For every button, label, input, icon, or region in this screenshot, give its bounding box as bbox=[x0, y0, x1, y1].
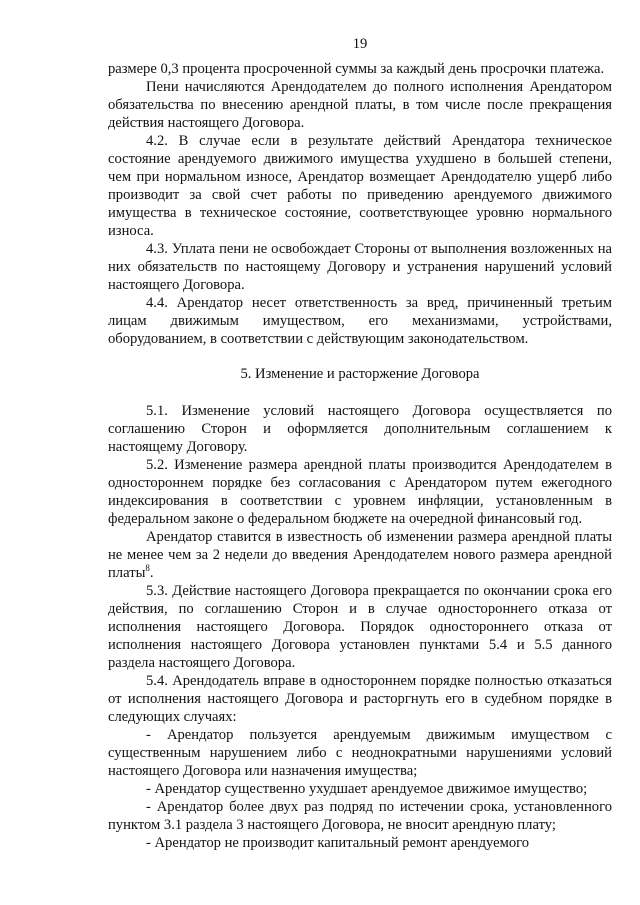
footnote-mark: 8 bbox=[145, 563, 150, 573]
paragraph-penalty-accrual: Пени начисляются Арендодателем до полного исполнения Арендатором обязательства по внесению арендной платы, в том числе после прекращения действия настоящего Договора. bbox=[108, 79, 612, 131]
paragraph-4-2: 4.2. В случае если в результате действий Арендатора техническое состояние арендуемого движимого имущества ухудшено в большей степени, чем при нормальном износе, Арендатор возмещает Арендодателю ущерб либо производит за свой счет работы по приведению арендуемого движимого имущества в техническое состояние, соответствующее уровню нормального износа. bbox=[108, 133, 612, 239]
page-number: 19 bbox=[352, 36, 368, 52]
list-item-no-repair: - Арендатор не производит капитальный ремонт арендуемого bbox=[146, 835, 530, 851]
paragraph-penalty-rate: размере 0,3 процента просроченной суммы за каждый день просрочки платежа. bbox=[108, 61, 605, 77]
section-title: 5. Изменение и расторжение Договора bbox=[240, 366, 480, 382]
document-page bbox=[108, 34, 612, 852]
paragraph-rent-notice bbox=[108, 528, 612, 582]
paragraph-4-4: 4.4. Арендатор несет ответственность за вред, причиненный третьим лицам движимым имуществом, его механизмами, устройствами, оборудованием, в соответствии с действующим законодательством. bbox=[108, 295, 612, 347]
paragraph-5-4: 5.4. Арендодатель вправе в одностороннем порядке полностью отказаться от исполнения настоящего Договора и расторгнуть его в судебном порядке в следующих случаях: bbox=[108, 673, 612, 725]
paragraph-4-3: 4.3. Уплата пени не освобождает Стороны от выполнения возложенных на них обязательств по настоящему Договору и устранения нарушений условий настоящего Договора. bbox=[108, 241, 612, 293]
list-item-misuse: - Арендатор пользуется арендуемым движимым имуществом с существенным нарушением либо с неоднократными нарушениями условий настоящего Договора или назначения имущества; bbox=[108, 727, 612, 779]
rent-notice-end: . bbox=[149, 565, 154, 581]
rent-notice-text: Арендатор ставится в известность об изменении размера арендной платы не менее чем за 2 недели до введения Арендодателем нового размера арендной платы bbox=[108, 529, 612, 581]
paragraph-5-3: 5.3. Действие настоящего Договора прекращается по окончании срока его действия, по соглашению Сторон и в случае одностороннего отказа от исполнения настоящего Договора. Порядок одностороннего отказа от исполнения настоящего Договора установлен пунктами 5.4 и 5.5 данного раздела настоящего Договора. bbox=[108, 583, 612, 671]
list-item-nonpayment: - Арендатор более двух раз подряд по истечении срока, установленного пунктом 3.1 раздела 3 настоящего Договора, не вносит арендную плату; bbox=[108, 799, 612, 833]
paragraph-5-1: 5.1. Изменение условий настоящего Договора осуществляется по соглашению Сторон и оформляется дополнительным соглашением к настоящему Договору. bbox=[108, 403, 612, 455]
paragraph-5-2: 5.2. Изменение размера арендной платы производится Арендодателем в одностороннем порядке без согласования с Арендатором путем ежегодного индексирования в соответствии с уровнем инфляции, установленным в федеральном законе о федеральном бюджете на очередной финансовый год. bbox=[108, 457, 612, 527]
list-item-deterioration: - Арендатор существенно ухудшает арендуемое движимое имущество; bbox=[146, 781, 588, 797]
